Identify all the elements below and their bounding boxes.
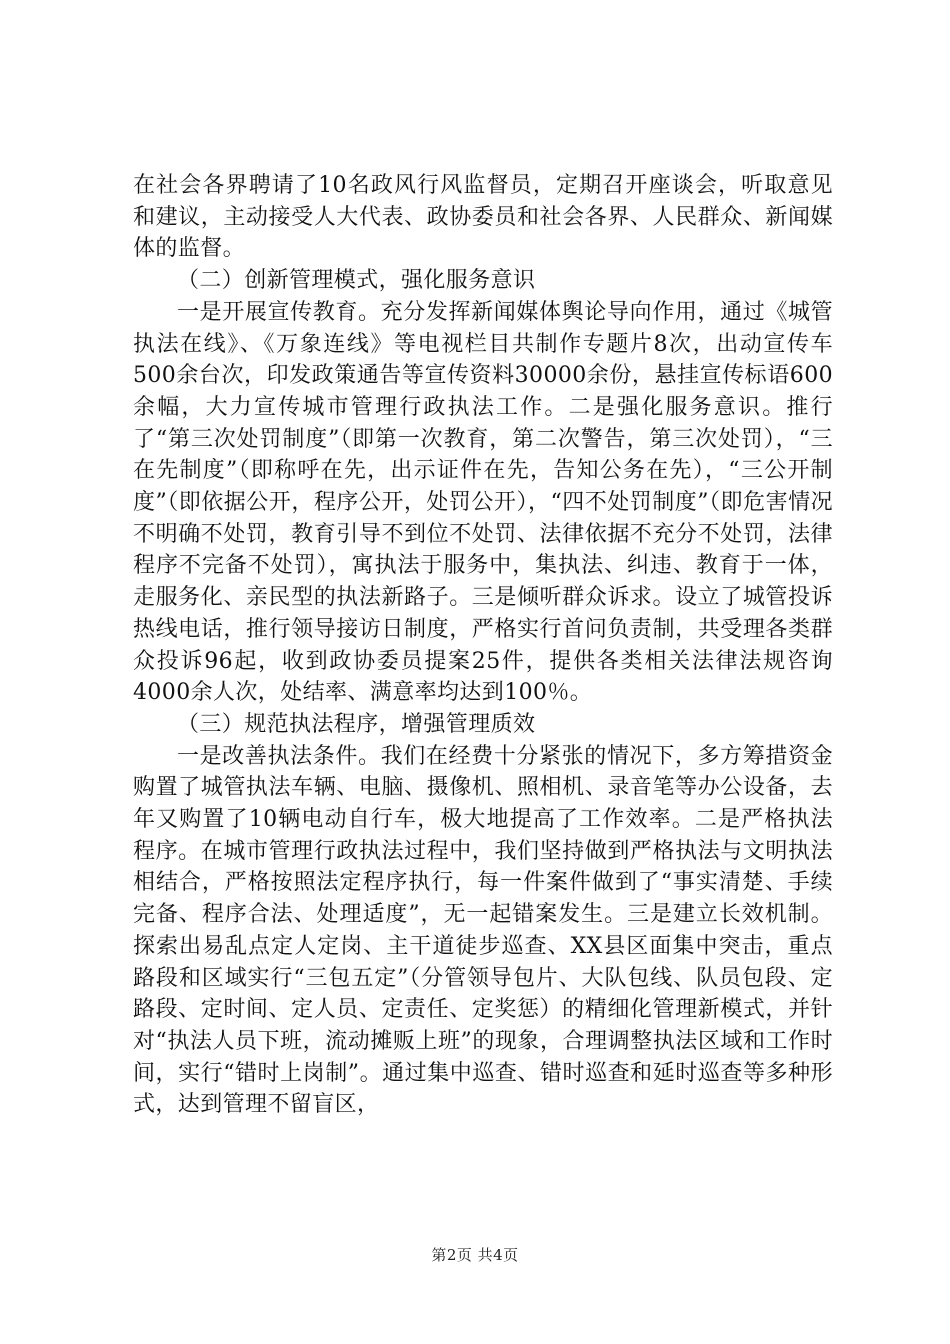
section-heading-2: （二）创新管理模式，强化服务意识 [177,268,536,294]
page-footer: 第2页 共4页 [431,1246,519,1264]
paragraph-continuation: 在社会各界聘请了10名政风行风监督员，定期召开座谈会，听取意见和建议，主动接受人大代表、政协委员和社会各界、人民群众、新闻媒体的监督。 [133,173,833,262]
paragraph-section-3-body: 一是改善执法条件。我们在经费十分紧张的情况下，多方筹措资金购置了城管执法车辆、电脑、摄像机、照相机、录音笔等办公设备，去年又购置了10辆电动自行车，极大地提高了工作效率。二是严格执法程序。在城市管理行政执法过程中，我们坚持做到严格执法与文明执法相结合，严格按照法定程序执行，每一件案件做到了“事实清楚、手续完备、程序合法、处理适度”，无一起错案发生。三是建立长效机制。探索出易乱点定人定岗、主干道徒步巡查、XX县区面集中突击，重点路段和区域实行“三包五定”（分管领导包片、大队包线、队员包段、定路段、定时间、定人员、定责任、定奖惩）的精细化管理新模式，并针对“执法人员下班，流动摊贩上班”的现象，合理调整执法区域和工作时间，实行“错时上岗制”。通过集中巡查、错时巡查和延时巡查等多种形式，达到管理不留盲区， [133,743,833,1118]
paragraph-section-2-body: 一是开展宣传教育。充分发挥新闻媒体舆论导向作用，通过《城管执法在线》、《万象连线》等电视栏目共制作专题片8次，出动宣传车500余台次，印发政策通告等宣传资料30000余份，悬挂宣传标语600余幅，大力宣传城市管理行政执法工作。二是强化服务意识。推行了“第三次处罚制度”（即第一次教育，第二次警告，第三次处罚），“三在先制度”（即称呼在先，出示证件在先，告知公务在先），“三公开制度”（即依据公开，程序公开，处罚公开），“四不处罚制度”（即危害情况不明确不处罚，教育引导不到位不处罚、法律依据不充分不处罚，法律程序不完备不处罚），寓执法于服务中，集执法、纠违、教育于一体，走服务化、亲民型的执法新路子。三是倾听群众诉求。设立了城管投诉热线电话，推行领导接访日制度，严格实行首问负责制，共受理各类群众投诉96起，收到政协委员提案25件，提供各类相关法律法规咨询4000余人次，处结率、满意率均达到100％。 [133,299,833,706]
section-heading-3: （三）规范执法程序，增强管理质效 [177,711,536,737]
document-body [133,170,833,1121]
